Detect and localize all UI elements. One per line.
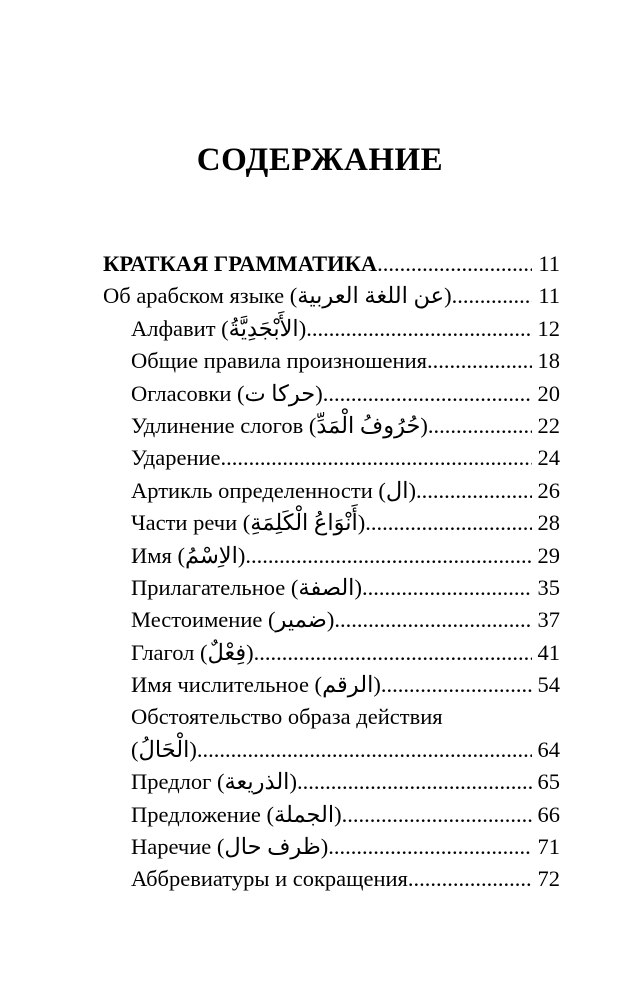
toc-leader-dots: [452, 280, 533, 312]
toc-entry-wrapped-second-line[interactable]: [103, 734, 560, 766]
toc-entry[interactable]: [103, 604, 560, 636]
toc-leader-dots: [197, 734, 532, 766]
toc-entry-label: Имя числительное (الرقم): [131, 672, 381, 698]
toc-leader-dots: [334, 604, 531, 636]
toc-entry-page: 18: [537, 348, 560, 374]
toc-leader-dots: [221, 442, 532, 474]
toc-entry[interactable]: [103, 799, 560, 831]
toc-entry-label: Обстоятельство образа действия: [131, 704, 443, 730]
toc-entry[interactable]: [103, 863, 560, 895]
toc-entry[interactable]: [103, 507, 560, 539]
toc-entry-page: 12: [537, 315, 560, 341]
toc-entry[interactable]: [103, 410, 560, 442]
toc-entry[interactable]: [103, 280, 560, 312]
toc-entry-label: Местоимение (ضمير): [131, 607, 335, 633]
toc-entry-label: Наречие (ظرف حال): [131, 834, 329, 860]
toc-entry-page: 29: [537, 542, 560, 568]
toc-entry-label: Предлог (الذريعة): [131, 769, 297, 795]
toc-entry-page: 22: [537, 412, 560, 438]
toc-entry-page: 24: [537, 445, 560, 471]
toc-entry-page: 11: [538, 283, 560, 309]
toc-entry-section[interactable]: [103, 248, 560, 280]
toc-entry-label: КРАТКАЯ ГРАММАТИКА: [103, 251, 378, 276]
toc-entry-page: 64: [537, 736, 560, 762]
toc-entry[interactable]: [103, 637, 560, 669]
toc-entry[interactable]: [103, 442, 560, 474]
toc-entry[interactable]: [103, 669, 560, 701]
toc-entry-label: Части речи (أَنْوَاعُ الْكَلِمَةِ): [131, 510, 366, 536]
toc-leader-dots: [427, 345, 532, 377]
toc-entry-page: 66: [537, 801, 560, 827]
toc-entry-label: Об арабском языке (عن اللغة العربية): [103, 283, 452, 309]
toc-entry-label: Артикль определенности (ال): [131, 477, 416, 503]
toc-entry[interactable]: [103, 831, 560, 863]
toc-entry-page: 37: [537, 607, 560, 633]
toc-entry[interactable]: [103, 313, 560, 345]
toc-entry-page: 28: [537, 510, 560, 536]
toc-entry-page: 20: [537, 380, 560, 406]
toc-leader-dots: [416, 475, 532, 507]
toc-entry-page: 41: [537, 639, 560, 665]
toc-leader-dots: [328, 831, 531, 863]
toc-leader-dots: [365, 507, 531, 539]
toc-entry-label: Предложение (الجملة): [131, 801, 342, 827]
toc-leader-dots: [377, 248, 532, 280]
toc-entry-label: Глагол (فِعْلٌ): [131, 639, 254, 665]
toc-entry-label: Алфавит (الأَبْجَدِيَّةُ): [131, 315, 307, 341]
toc-entry-label: Ударение: [131, 445, 221, 471]
toc-leader-dots: [342, 799, 532, 831]
toc-entry-page: 71: [537, 834, 560, 860]
toc-leader-dots: [323, 378, 532, 410]
toc-entry[interactable]: [103, 378, 560, 410]
toc-leader-dots: [362, 572, 532, 604]
toc-leader-dots: [408, 863, 532, 895]
toc-entry-page: 26: [537, 477, 560, 503]
table-of-contents: [103, 248, 560, 896]
toc-entry-page: 65: [537, 769, 560, 795]
toc-entry[interactable]: [103, 345, 560, 377]
toc-entry-page: 35: [537, 574, 560, 600]
toc-leader-dots: [306, 313, 531, 345]
toc-entry-label: Огласовки (حركا ت): [131, 380, 323, 406]
toc-entry-page: 54: [537, 672, 560, 698]
toc-entry-page: 72: [537, 866, 560, 892]
toc-entry-label: Имя (الاِسْمُ): [131, 542, 246, 568]
toc-entry[interactable]: [103, 475, 560, 507]
toc-leader-dots: [297, 766, 532, 798]
toc-leader-dots: [245, 540, 531, 572]
toc-entry[interactable]: [103, 572, 560, 604]
toc-entry-label: Аббревиатуры и сокращения: [131, 866, 408, 892]
toc-leader-dots: [254, 637, 532, 669]
toc-entry-label: Общие правила произношения: [131, 348, 427, 374]
toc-entry-label: Прилагательное (الصفة): [131, 574, 362, 600]
toc-leader-dots: [381, 669, 532, 701]
toc-entry-label: Удлинение слогов (حُرُوفُ الْمَدِّ): [131, 412, 428, 438]
toc-entry-label: (الْحَالُ): [131, 736, 197, 762]
toc-entry[interactable]: [103, 540, 560, 572]
toc-entry-page: 11: [538, 251, 560, 276]
toc-entry[interactable]: [103, 766, 560, 798]
toc-entry-wrapped-first-line[interactable]: [103, 701, 560, 733]
toc-leader-dots: [428, 410, 532, 442]
page-title: СОДЕРЖАНИЕ: [196, 142, 444, 178]
